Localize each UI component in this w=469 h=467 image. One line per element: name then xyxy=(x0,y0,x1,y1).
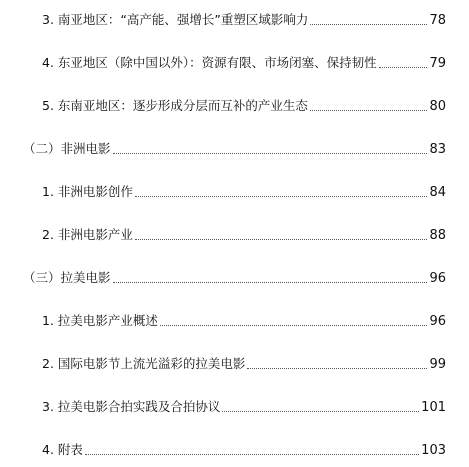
toc-entry-title: 1. 拉美电影产业概述 xyxy=(42,313,158,328)
toc-entry-title: 1. 非洲电影创作 xyxy=(42,184,133,199)
toc-entry[interactable] xyxy=(42,98,446,115)
toc-entry-title: 3. 拉美电影合拍实践及合拍协议 xyxy=(42,399,221,414)
dot-leader xyxy=(160,325,428,326)
toc-entry-title: 3. 南亚地区：“高产能、强增长”重塑区域影响力 xyxy=(42,12,309,27)
toc-entry-title: 4. 附表 xyxy=(42,442,83,457)
toc-section-entry[interactable] xyxy=(23,141,446,158)
toc-entry-page: 101 xyxy=(421,400,446,415)
toc-entry-title: 5. 东南亚地区：逐步形成分层而互补的产业生态 xyxy=(42,98,308,113)
toc-section-entry[interactable] xyxy=(23,270,446,287)
toc-entry-title: 2. 国际电影节上流光溢彩的拉美电影 xyxy=(42,356,246,371)
toc-entry-page: 84 xyxy=(429,185,446,200)
toc-entry[interactable] xyxy=(42,313,446,330)
dot-leader xyxy=(379,67,428,68)
toc-entry[interactable] xyxy=(42,356,446,373)
toc-section-title: （二）非洲电影 xyxy=(23,141,111,156)
toc-entry[interactable] xyxy=(42,227,446,244)
toc-entry-page: 88 xyxy=(429,228,446,243)
toc-entry-page: 83 xyxy=(429,142,446,157)
dot-leader xyxy=(135,196,428,197)
dot-leader xyxy=(113,282,428,283)
toc-section-title: （三）拉美电影 xyxy=(23,270,111,285)
dot-leader xyxy=(310,110,428,111)
dot-leader xyxy=(222,411,419,412)
toc-entry-page: 80 xyxy=(429,99,446,114)
toc-entry[interactable] xyxy=(42,12,446,29)
dot-leader xyxy=(85,454,419,455)
dot-leader xyxy=(135,239,428,240)
toc-entry-page: 96 xyxy=(429,271,446,286)
toc-entry-page: 103 xyxy=(421,443,446,458)
toc-entry[interactable] xyxy=(42,442,446,459)
toc-entry-title: 2. 非洲电影产业 xyxy=(42,227,133,242)
dot-leader xyxy=(247,368,427,369)
toc-entry-page: 96 xyxy=(429,314,446,329)
toc-entry-title: 4. 东亚地区（除中国以外）：资源有限、市场闭塞、保持韧性 xyxy=(42,55,377,70)
dot-leader xyxy=(113,153,428,154)
toc-entry[interactable] xyxy=(42,399,446,416)
toc-entry-page: 79 xyxy=(429,56,446,71)
toc-entry-page: 99 xyxy=(429,357,446,372)
toc-entry-page: 78 xyxy=(429,13,446,28)
toc-entry[interactable] xyxy=(42,184,446,201)
toc-entry[interactable] xyxy=(42,55,446,72)
dot-leader xyxy=(310,24,427,25)
